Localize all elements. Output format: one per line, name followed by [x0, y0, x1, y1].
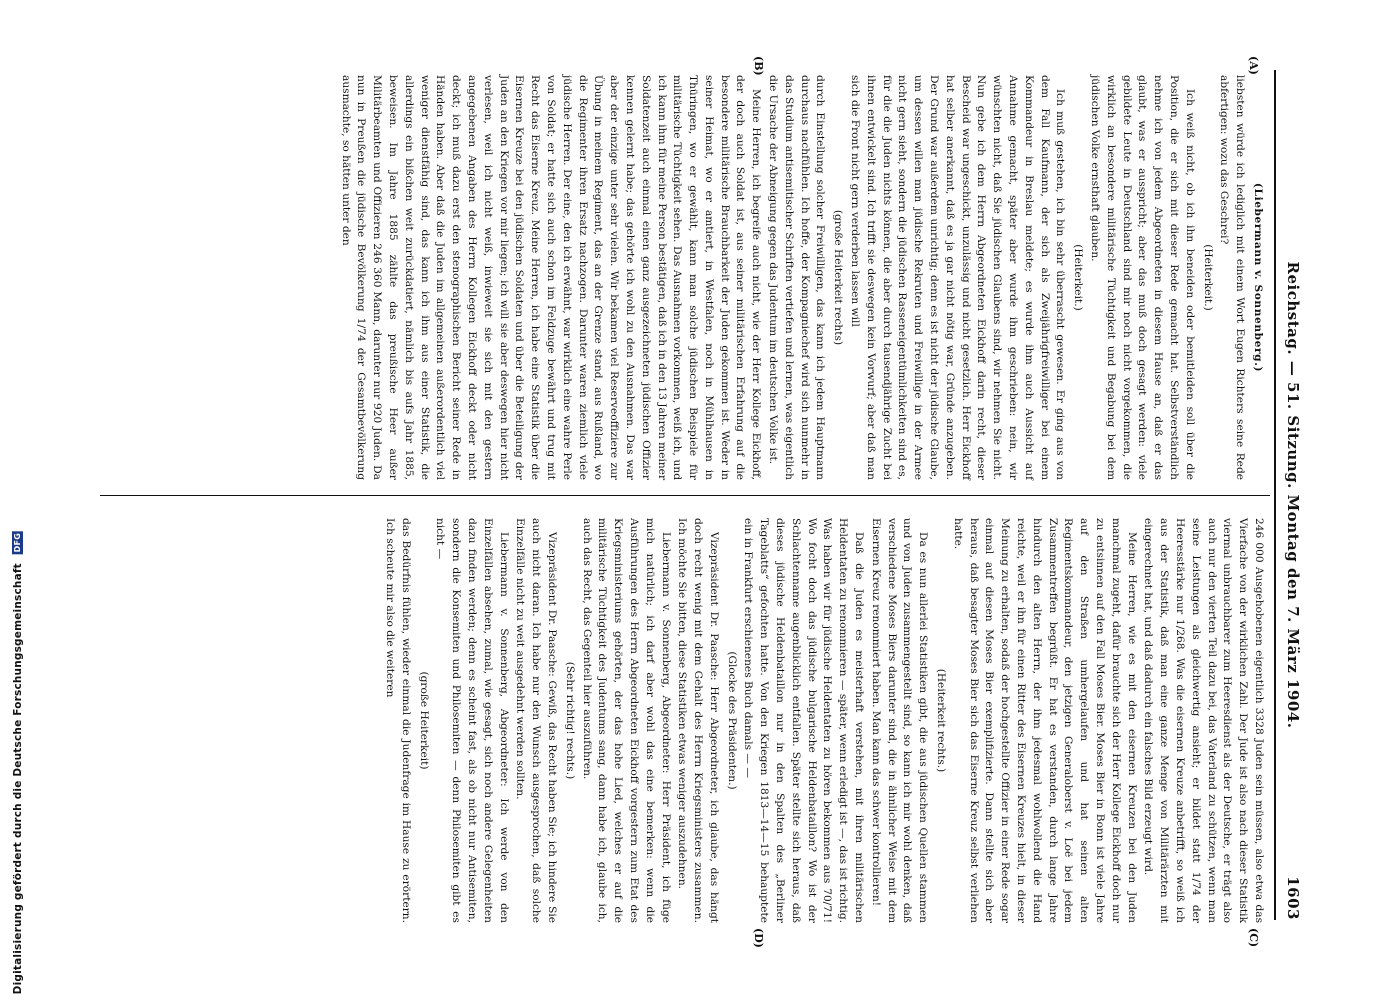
- interjection: (Heiterkeit.): [1072, 244, 1085, 311]
- paragraph: liebsten würde ich lediglich mit einem Wort Eugen Richters seine Rede abfertigen: wozu das Geschrei?: [1218, 75, 1247, 480]
- interjection: (Sehr richtig! rechts.): [563, 661, 576, 780]
- digitization-credit: [12, 531, 24, 994]
- interjection: (Glocke des Präsidenten.): [725, 651, 738, 790]
- margin-marker-c: (C): [1247, 928, 1260, 948]
- margin-marker-b: (B): [752, 56, 765, 76]
- left-text-column: [336, 75, 1266, 480]
- paragraph: durch Einstellung solcher Freiwilligen, das kann ich jedem Hauptmann durchaus nachfühlen. Ich hoffe, der Kompagniechef wird sich nunmehr in das Studium antisemitischer Schriften vertiefen und lernen, was eigentlich die Ursache der Abneigung gegen das Judentum im deutschen Volke ist.: [767, 75, 827, 480]
- speaker-paragraph: Vizepräsident Dr. Paasche: Herr Abgeordneter, ich glaube, das hängt doch recht wenig mit dem Gehalt des Herrn Kriegsministers zusammen. Ich möchte Sie bitten, diese Statistiken etwas weniger auszudehnen.: [676, 518, 720, 923]
- column-divider: [100, 495, 1270, 496]
- speaker-paragraph: Liebermann v. Sonnenberg, Abgeordneter: Herr Präsident, ich füge mich natürlich; ich darf aber wohl das eine bemerken: wenn die Ausführungen des Herrn Abgeordneten Eickhoff vorgestern zum Etat des Kriegsministeriums gehörten, der das hohe Lied, welches er auf die militärische Tüchtigkeit des Judentums sang, dann habe ich, glaube ich, auch das Recht, das Gegenteil hier auszuführen.: [580, 518, 672, 923]
- right-text-column: [380, 518, 1266, 923]
- paragraph: Daß die Juden es meisterhaft verstehen, mit ihren militärischen Heldentaten zu renommieren — später, wenn erledigt ist —, das ist richtig. Was haben wir für jüdische Heldentaten zu hören bekommen aus 70/71! Wo focht doch das jüdische bulgarische Heldenbataillon? Wo ist der Schlachtenname augenblicklich entfallen. Später stellte sich heraus, daß dieses jüdische Heldenbataillon nur in den Spalten des „Berliner Tageblatts“ gefochten hatte. Von den Kriegen 1813—14—15 behauptete ein in Frankfurt erschienenes Buch damals — —: [742, 518, 866, 923]
- speaker-paragraph: Vizepräsident Dr. Paasche: Gewiß, das Recht haben Sie; ich hindere Sie auch nicht daran. Ich habe nur den Wunsch ausgesprochen, daß solche Einzelfälle nicht zu weit ausgedehnt werden sollten.: [514, 518, 558, 923]
- interjection: (Heiterkeit.): [1201, 244, 1214, 311]
- interjection: (große Heiterkeit rechts): [832, 209, 845, 346]
- speaker-continuation: (Liebermann v. Sonnenberg.): [1252, 182, 1264, 373]
- paragraph: das Bedürfnis fühlen, wieder einmal die Judenfrage im Hause zu erörtern. Ich scheute mir also die weiteren: [383, 518, 412, 923]
- rotated-page: [80, 56, 1310, 948]
- paragraph: Meine Herren, wie es mit den eisernen Kreuzen bei den Juden manchmal zugeht, dafür brauchte sich der Herr Kollege Eickhoff doch nur zu entsinnen auf den Fall Moses Bier. Moses Bier in Bonn ist viele Jahre auf den Straßen umhergelaufen und hat seinen alten Regimentskommandeur, den jetzigen Generaloberst v. Loë bei jedem Zusammentreffen begrüßt. Er hat es verstanden, durch lange Jahre hindurch den alten Herrn, der ihm jedesmal wohlwollend die Hand reichte, weil er ihn für einen Ritter des Eisernen Kreuzes hielt, in dieser Meinung zu erhalten, sodaß der hochgestellte Offizier in einer Rede sogar einmal auf diesen Moses Bier exemplifizierte. Dann stellte sich aber heraus, daß besagter Moses Bier sich das Eiserne Kreuz selbst verliehen hatte.: [951, 518, 1138, 923]
- running-header: [1274, 70, 1310, 920]
- paragraph: 246 000 Ausgehobenen eigentlich 3328 Juden sein müssen, also etwa das Vierfache von der wirklichen Zahl. Der Jude ist also nach dieser Statistik viermal unbrauchbarer zum Heeresdienst als der Deutsche, er trägt also auch nur den vierten Teil dazu bei, das Vaterland zu schützen, wenn man seine Leistungen als gleichwertig ansieht; er bildet statt 1/74 der Heeresstärke nur 1/268. Was die eisernen Kreuze anbetrifft, so weiß ich aus der Statistik, daß man eine ganze Menge von Militärärzten mit eingerechnet hat, und daß dadurch ein falsches Bild erzeugt wird.: [1142, 518, 1265, 923]
- header-title: Reichstag. — 51. Sitzung. Montag den 7. März 1904.: [1284, 261, 1302, 729]
- margin-marker-a: (A): [1247, 56, 1260, 75]
- paragraph: Ich weiß nicht, ob ich ihn beneiden oder bemitleiden soll über die Position, die er sich mit dieser Rede gemacht hat. Selbstverständlich nehme ich von jedem Abgeordneten in diesem Hause an, daß er das glaubt, was er ausspricht; aber das muß doch gesagt werden: viele gebildete Leute in Deutschland sind mir noch nicht vorgekommen, die wirklich an besondere militärische Tüchtigkeit und Begabung bei dem jüdischen Volke ernsthaft glauben.: [1089, 75, 1196, 480]
- paragraph: Ich muß gestehen, ich bin sehr überrascht gewesen. Er ging aus von dem Fall Kaufmann, der sich als Zweijährigfreiwilliger bei einem Kommandeur in Breslau meldete; es wurde ihm auch Aussicht auf Annahme gemacht, später aber wurde ihm geschrieben: nein, wir wünschten nicht, daß Sie jüdischen Glaubens sind, wir nehmen Sie nicht. Nun gebe ich dem Herrn Abgeordneten Eickhoff darin recht, dieser Bescheid war ungeschickt, unzulässig und nicht gesetzlich. Herr Eickhoff hat selber anerkannt, daß es ja gar nicht nötig war, Gründe anzugeben. Der Grund war außerdem unrichtig; denn es ist nicht der jüdische Glaube, um dessen willen man jüdische Rekruten und Freiwillige in der Armee nicht gern sieht, sondern die jüdischen Rasseneigentümlichkeiten sind es, für die die Juden nichts können, die aber durch tausendjährige Zucht bei ihnen entwickelt sind. Ich trifft sie deswegen kein Vorwurf; aber daß man sich die Front nicht gern verderben lassen will: [849, 75, 1067, 480]
- credit-text: Digitalisierung gefördert durch die Deutsche Forschungsgemeinschaft: [12, 562, 24, 994]
- dfg-logo: DFG: [13, 532, 22, 552]
- speaker-paragraph: Liebermann v. Sonnenberg, Abgeordneter: Ich werde von den Einzelfällen absehen, zumal, wie gesagt, sich noch andere Gelegenheiten dazu finden werden; denn es scheint fast, als ob nicht nur Antisemiten, sondern die Konsemiten und Philosemiten — denn Philosemiten gibt es nicht —: [434, 518, 510, 923]
- margin-marker-d: (D): [752, 928, 765, 948]
- interjection: (große Heiterkeit): [417, 671, 430, 770]
- interjection: (Heiterkeit rechts.): [935, 668, 948, 773]
- page-number: 1603: [1284, 876, 1302, 920]
- paragraph: Meine Herren, ich begreife auch nicht, wie der Herr Kollege Eickhoff, der doch auch Soldat ist, aus seiner militärischen Erfahrung auf die besondere militärische Brauchbarkeit der Juden gekommen ist. Weder in seiner Heimat, wo er amtiert, in Westfalen, noch in Mühlhausen in Thüringen, wo er gewählt, kann man solche jüdischen Beispiele für militärische Tüchtigkeit sehen. Das Ausnahmen vorkommen, weiß ich, und ich kann ihm für meine Person bestätigen, daß ich in den 13 Jahren meiner Soldatenzeit auch einmal einen ganz ausgezeichneten jüdischen Offizier kennen gelernt habe; das gehörte ich wohl zu den Ausnahmen. Das war aber der einzige unter sehr vielen. Wir bekamen viel Reserveoffiziere zur Übung in meinem Regiment, das an der Grenze stand, aus Rußland, wo die Regimenter ihren Ersatz nachzogen. Darunter waren ziemlich viele jüdische Herren. Der eine, den ich erwähnt, war wirklich eine wahre Perle von Soldat; er hatte sich auch schon im Feldzuge bewährt und trug mit Recht das Eiserne Kreuz. Meine Herren, ich habe eine Statistik über die Eisernen Kreuze bei den jüdischen Soldaten und über die Beteiligung der Juden an den Kriegen vor mir liegen; ich will sie aber deswegen hier nicht verlesen, weil ich nicht weiß, inwieweit sie sich mit den gestern angegebenen Angaben des Herrn Kollegen Eickhoff deckt oder nicht deckt; ich muß dazu erst den stenographischen Bericht seiner Rede in Händen haben. Aber daß die Juden im allgemeinen außerordentlich viel weniger dienstfähig sind, das kann ich ihm aus einer Statistik, die allerdings ein bißchen weit zurückdatiert, nämlich bis aufs Jahr 1885, beweisen. Im Jahre 1885 zählte das preußische Heer außer Militärbeamten und Offizieren 246 360 Mann, darunter nur 920 Juden. Da nun in Preußen die jüdische Bevölkerung 1/74 der Gesamtbevölkerung ausmachte, so hätten unter den: [339, 75, 763, 481]
- paragraph: Da es nun allerlei Statistiken gibt, die aus jüdischen Quellen stammen und von Juden zusammengestellt sind, so kann ich mir wohl denken, daß verschiedene Moses Biers darunter sind, die in ähnlicher Weise mit dem Eisernen Kreuz renommiert haben. Man kann das schwer kontrollieren!: [869, 518, 930, 923]
